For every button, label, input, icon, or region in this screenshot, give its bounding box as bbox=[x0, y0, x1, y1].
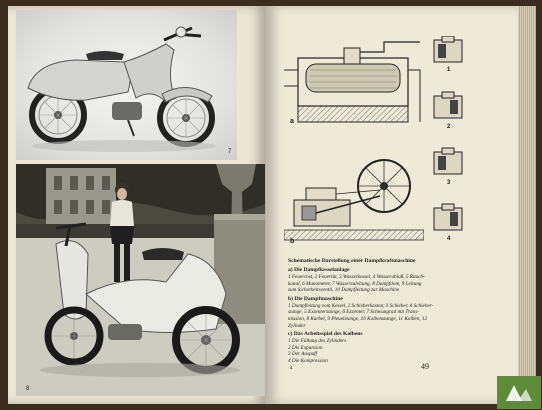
page-edges bbox=[518, 6, 536, 404]
watermark-logo bbox=[497, 376, 541, 409]
section-line: mission, 8 Kurbel, 9 Pleuelstange, 10 Kolbenstange, 11 Kolben, 12 bbox=[288, 315, 428, 322]
boiler-diagram bbox=[284, 30, 424, 130]
section-line: 1 Die Füllung des Zylinders bbox=[288, 338, 347, 345]
section-line: stange, 5 Exzenterstange, 6 Exzenter, 7 Schwungrad mit Trans- bbox=[288, 309, 419, 316]
figure-number-top: 7 bbox=[228, 149, 232, 155]
diagram-label-a: a bbox=[290, 118, 294, 125]
section-line: Zylinder bbox=[288, 322, 306, 329]
woman-moped-photo bbox=[16, 164, 265, 396]
diagram-label-b: b bbox=[290, 238, 295, 245]
section-line: 3 Der Auspuff bbox=[288, 351, 318, 358]
section-line: kanal, 6 Manometer, 7 Wasserzuleitung, 8 Dampfdom, 9 Leitung bbox=[288, 280, 422, 287]
steam-engine-diagram bbox=[284, 150, 424, 244]
section-line: 1 Feuerrost, 2 Feuertür, 3 Wasserkessel, 4 Wasserablaß, 5 Rauch- bbox=[288, 274, 425, 280]
moped-illustration bbox=[16, 10, 237, 160]
caption-heading: Schematische Darstellung einer Dampfkraftmaschine bbox=[288, 258, 416, 264]
caption-text bbox=[288, 258, 510, 365]
piston-step-3: 3 bbox=[447, 180, 451, 186]
piston-step-2: 2 bbox=[447, 124, 451, 130]
page-number: 49 bbox=[421, 362, 429, 371]
section-line: 1 Dampfleitung vom Kessel, 2 Schieberkasten, 3 Schieber, 4 Schieber- bbox=[288, 302, 434, 309]
outdoor-scene-illustration bbox=[16, 164, 265, 396]
watermark-icon bbox=[504, 383, 534, 403]
figure-number-bottom: 8 bbox=[26, 386, 30, 392]
section-title-b: b) Die Dampfmaschine bbox=[288, 295, 343, 302]
section-line: zum Sicherheitsventil, 10 Dampfleitung zur Maschine bbox=[288, 287, 400, 294]
piston-step-1: 1 bbox=[447, 67, 451, 73]
corner-mark: 4 bbox=[290, 365, 293, 370]
piston-step-4: 4 bbox=[447, 236, 451, 242]
section-title-a: a) Die Dampfkesselanlage bbox=[288, 267, 350, 273]
section-line: 2 Die Expansion bbox=[288, 344, 323, 351]
section-line: 4 Die Kompression bbox=[288, 357, 328, 364]
moped-studio-photo bbox=[16, 10, 237, 160]
section-title-c: c) Das Arbeitsspiel des Kolbens bbox=[288, 331, 363, 338]
